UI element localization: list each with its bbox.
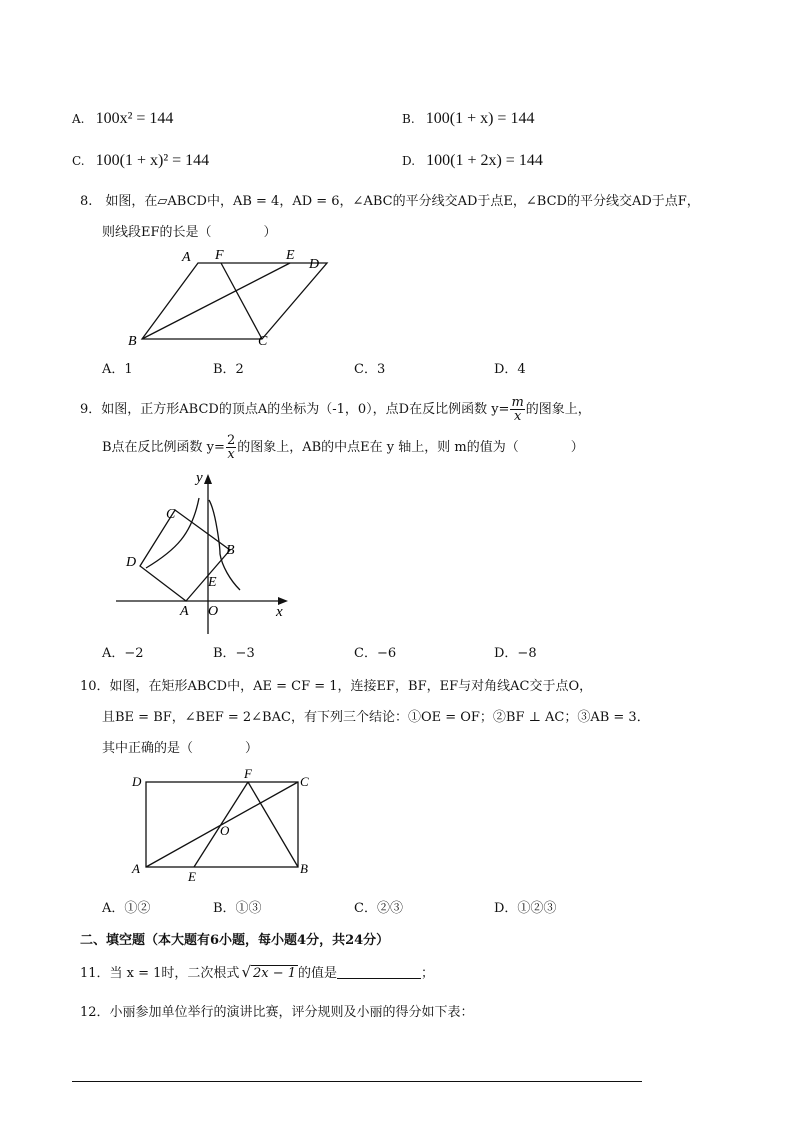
bisector-be — [142, 263, 290, 339]
bisector-cf — [221, 263, 262, 339]
label-f: F — [244, 766, 252, 781]
q10-option-a: A．①② — [102, 901, 151, 916]
label-c: C — [258, 334, 268, 349]
q8-stem-line1: 8. 如图，在▱ABCD中，AB = 4，AD = 6，∠ABC的平分线交AD于点E，∠BCD的平分线交AD于点F， — [80, 194, 700, 209]
label-a: A — [132, 861, 140, 876]
fraction-numerator: 2 — [226, 433, 236, 448]
q8-option-a: A．1 — [102, 362, 133, 377]
q10-stem-line3: 其中正确的是（ ） — [102, 741, 259, 756]
label-e: E — [188, 869, 196, 884]
q7-option-c — [72, 150, 209, 170]
q9-option-b: B．−3 — [213, 646, 255, 661]
label-b: B — [226, 543, 235, 558]
y-axis-arrow — [204, 474, 212, 484]
q10-rectangle-figure — [128, 764, 324, 886]
option-expression: 100(1 + 2x) = 144 — [426, 152, 543, 169]
q8-option-c: C．3 — [354, 362, 386, 377]
q8-stem-line2: 则线段EF的长是（ ） — [102, 225, 277, 240]
fraction-2-over-x — [226, 434, 236, 461]
label-e: E — [208, 575, 217, 590]
radicand: 2x − 1 — [253, 966, 297, 981]
answer-blank[interactable] — [337, 964, 421, 979]
option-expression: 100(1 + x)² = 144 — [95, 152, 210, 169]
q8-parallelogram-figure — [120, 244, 340, 349]
parallelogram-abcd — [142, 263, 327, 339]
label-x: x — [276, 604, 283, 620]
label-f: F — [215, 248, 224, 263]
option-label: A. — [72, 112, 85, 126]
q9-stem-line2 — [102, 434, 584, 461]
q7-option-d — [402, 150, 543, 170]
q9-line2-tail: 的图象上，AB的中点E在 y 轴上，则 m的值为（ ） — [237, 440, 584, 455]
q10-option-b: B．①③ — [213, 901, 262, 916]
q9-line1-text: 9．如图，正方形ABCD的顶点A的坐标为（-1，0），点D在反比例函数 y= — [80, 402, 510, 417]
q9-option-d: D．−8 — [494, 646, 537, 661]
q11-stem — [80, 962, 434, 981]
label-c: C — [166, 507, 176, 522]
label-a: A — [180, 604, 189, 619]
q8-option-d: D．4 — [494, 362, 526, 377]
fraction-denominator: x — [227, 447, 235, 462]
q12-stem: 12．小丽参加单位举行的演讲比赛，评分规则及小丽的得分如下表： — [80, 1005, 474, 1020]
label-e: E — [286, 248, 295, 263]
fraction-m-over-x — [510, 396, 524, 423]
option-expression: 100(1 + x) = 144 — [425, 110, 535, 127]
label-a: A — [182, 250, 191, 265]
q7-option-b — [402, 108, 534, 128]
q10-stem-line2: 且BE = BF，∠BEF = 2∠BAC，有下列三个结论：①OE = OF；②BF ⊥ AC；③AB = 3． — [102, 710, 650, 725]
label-y: y — [196, 470, 203, 486]
q9-line1-tail: 的图象上， — [525, 402, 591, 417]
label-d: D — [309, 257, 320, 272]
segment-bf — [248, 782, 298, 867]
radical-expression — [241, 963, 298, 981]
footer-divider — [72, 1081, 642, 1082]
fraction-numerator: m — [511, 395, 524, 410]
q7-option-a — [72, 108, 173, 128]
label-o: O — [208, 604, 219, 619]
q8-option-b: B．2 — [213, 362, 244, 377]
q11-text-end: ； — [421, 966, 435, 981]
q9-line2-text: B点在反比例函数 y= — [102, 440, 225, 455]
label-c: C — [300, 774, 309, 789]
q9-stem-line1 — [80, 396, 591, 423]
fraction-denominator: x — [513, 409, 522, 424]
label-o: O — [220, 823, 230, 838]
q9-option-a: A．−2 — [102, 646, 144, 661]
option-label: C. — [72, 154, 85, 168]
q10-option-c: C．②③ — [354, 901, 403, 916]
label-d: D — [126, 555, 137, 570]
q11-text-mid: 的值是 — [298, 966, 338, 981]
option-expression: 100x² = 144 — [95, 110, 174, 127]
q9-option-c: C．−6 — [354, 646, 397, 661]
section-heading: 二、填空题（本大题有6小题，每小题4分，共24分） — [80, 933, 390, 948]
label-b: B — [128, 334, 137, 349]
option-label: B. — [402, 112, 415, 126]
q10-option-d: D．①②③ — [494, 901, 557, 916]
label-b: B — [300, 861, 308, 876]
q9-coordinate-figure — [112, 468, 292, 638]
q11-text: 11．当 x = 1时，二次根式 — [80, 966, 240, 981]
label-d: D — [132, 774, 142, 789]
option-label: D. — [402, 154, 416, 168]
radical-sign: √ — [241, 963, 251, 981]
q10-stem-line1: 10．如图，在矩形ABCD中，AE = CF = 1，连接EF，BF，EF与对角线AC交于点O， — [80, 679, 593, 694]
